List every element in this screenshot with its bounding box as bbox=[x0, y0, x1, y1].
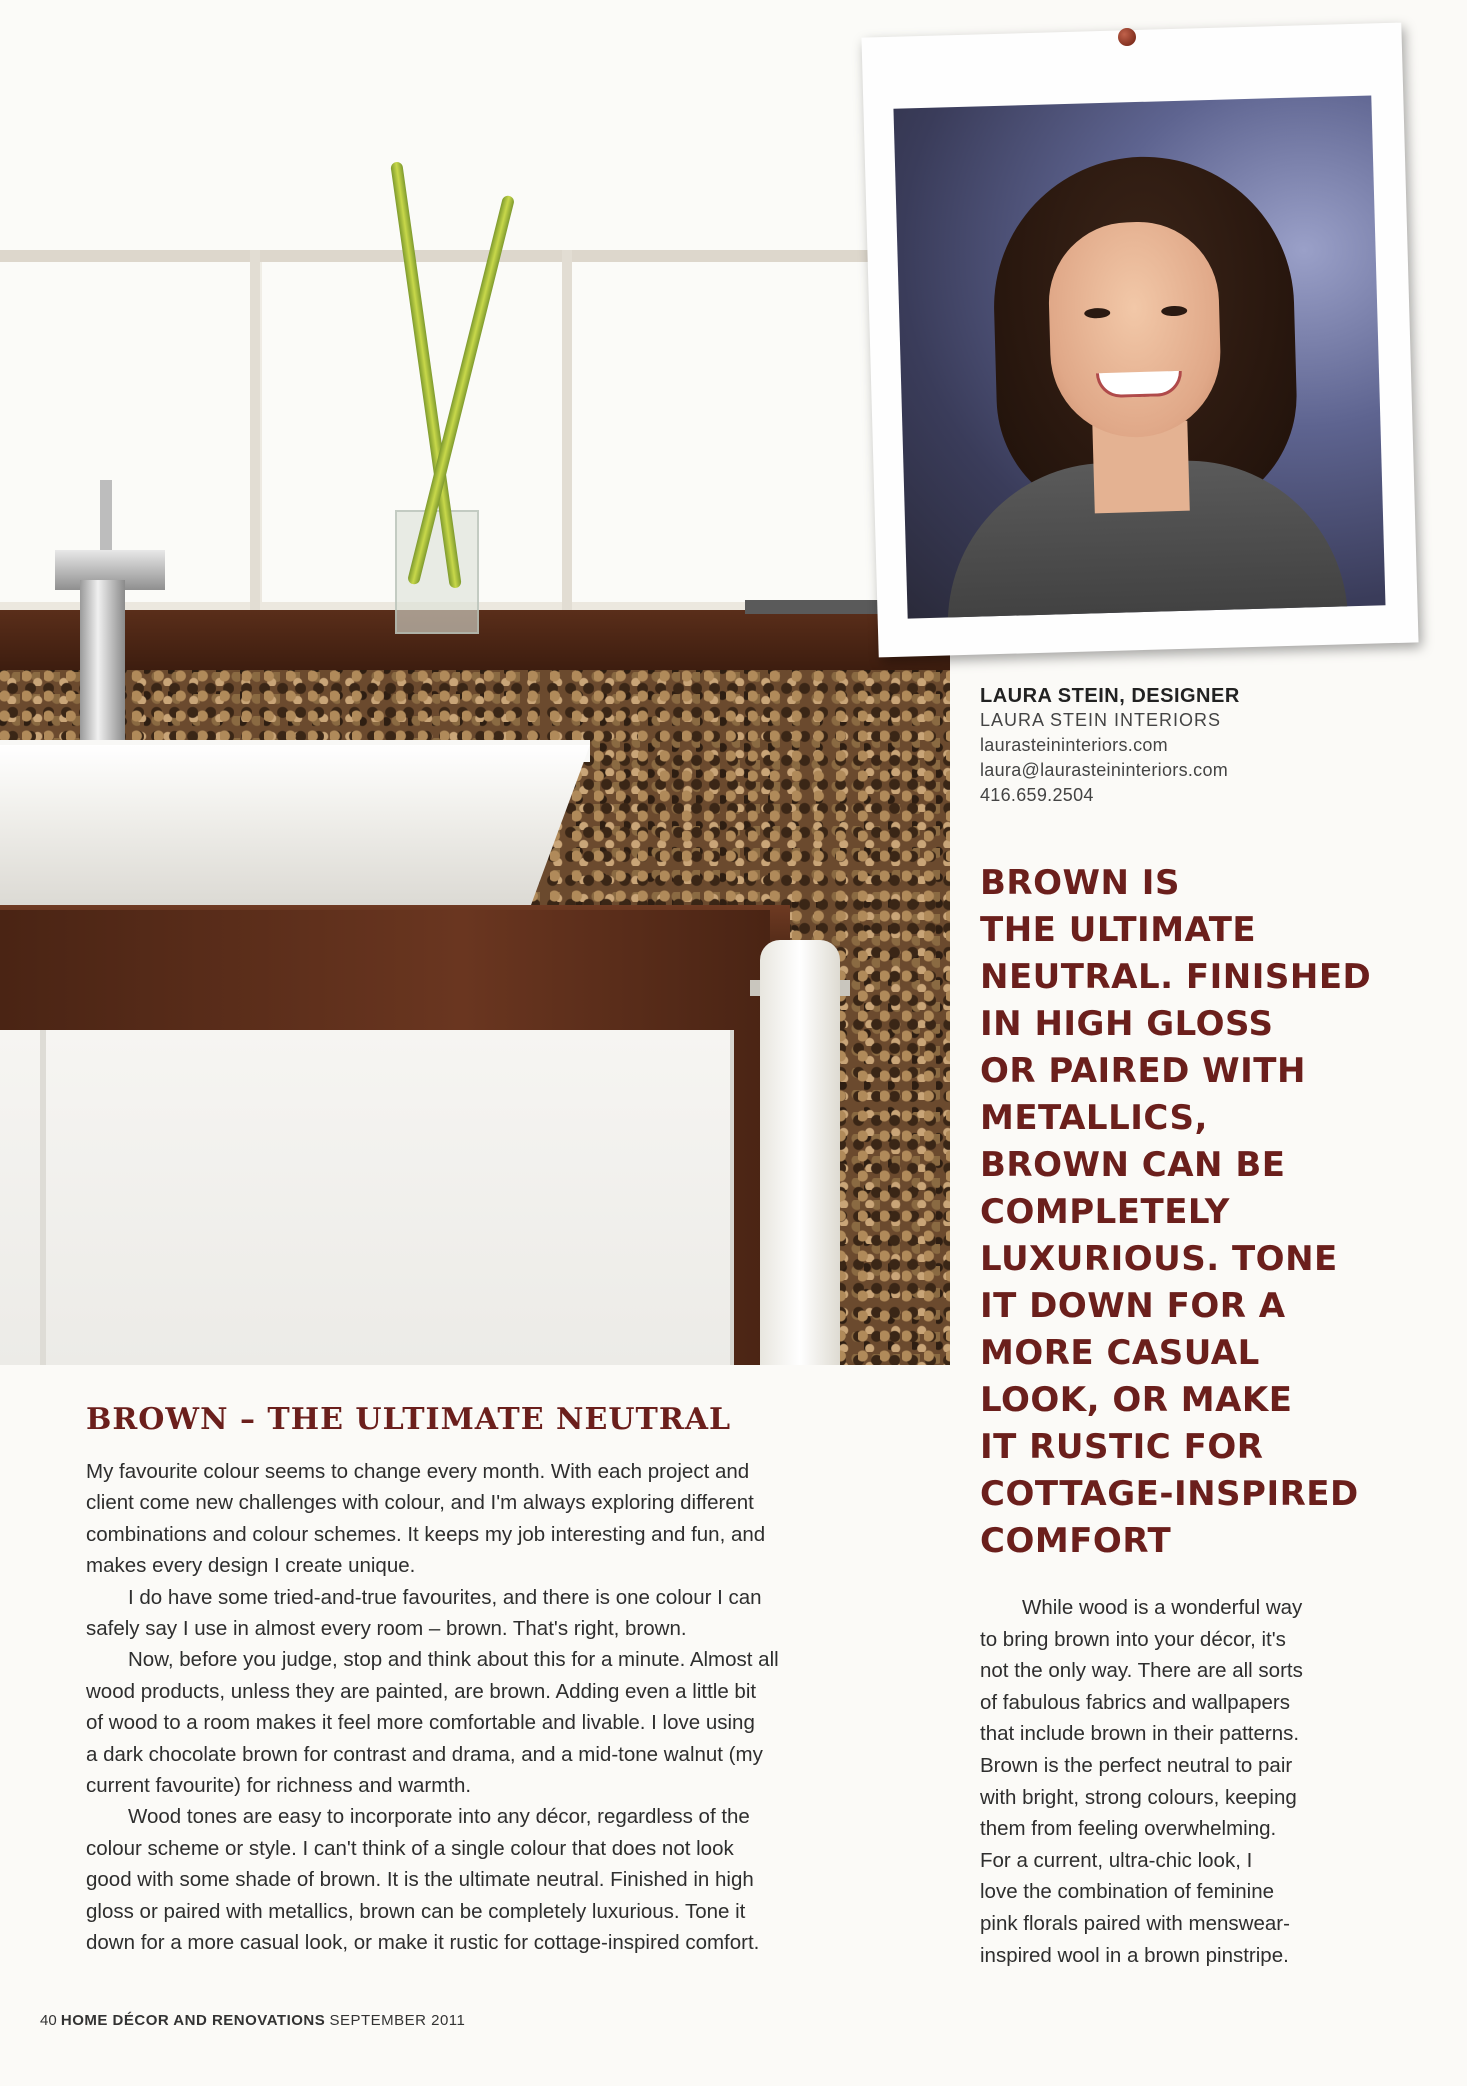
window-upper bbox=[0, 0, 950, 250]
text-line: makes every design I create unique. bbox=[86, 1554, 416, 1578]
text-line: down for a more casual look, or make it rustic for cottage-inspired comfort. bbox=[86, 1931, 760, 1955]
glass-vase bbox=[395, 510, 479, 634]
article-paragraph bbox=[86, 1801, 936, 1958]
text-line: a dark chocolate brown for contrast and drama, and a mid-tone walnut (my bbox=[86, 1742, 763, 1766]
text-line: good with some shade of brown. It is the ultimate neutral. Finished in high bbox=[86, 1868, 754, 1892]
text-line: current favourite) for richness and warmth. bbox=[86, 1774, 472, 1798]
issue-date: SEPTEMBER 2011 bbox=[329, 2012, 466, 2029]
window-mullion bbox=[0, 250, 950, 262]
designer-credits bbox=[980, 685, 1420, 808]
article-paragraph bbox=[86, 1582, 936, 1645]
pull-quote-line: BROWN CAN BE bbox=[980, 1145, 1286, 1185]
pull-quote-line: COMFORT bbox=[980, 1521, 1172, 1561]
designer-name: LAURA STEIN, DESIGNER bbox=[980, 685, 1240, 707]
pull-quote-line: METALLICS, bbox=[980, 1098, 1208, 1138]
text-line: to bring brown into your décor, it's bbox=[980, 1627, 1286, 1651]
text-line: Wood tones are easy to incorporate into any décor, regardless of the bbox=[128, 1805, 750, 1829]
hero-photo bbox=[0, 0, 950, 1365]
designer-website[interactable]: laurasteininteriors.com bbox=[980, 735, 1168, 755]
vessel-sink bbox=[0, 745, 590, 905]
drawer-edge bbox=[40, 1030, 46, 1365]
text-line: love the combination of feminine bbox=[980, 1880, 1275, 1904]
faucet-body bbox=[80, 580, 125, 750]
text-line: inspired wool in a brown pinstripe. bbox=[980, 1943, 1289, 1967]
text-line: not the only way. There are all sorts bbox=[980, 1659, 1303, 1683]
text-line: While wood is a wonderful way bbox=[1022, 1596, 1303, 1619]
text-line: wood products, unless they are painted, are brown. Adding even a little bit bbox=[86, 1679, 757, 1703]
designer-portrait bbox=[893, 95, 1385, 618]
designer-email[interactable]: laura@laurasteininteriors.com bbox=[980, 760, 1229, 780]
pull-quote-line: NEUTRAL. FINISHED bbox=[980, 957, 1372, 997]
pull-quote-line: THE ULTIMATE bbox=[980, 910, 1257, 950]
pull-quote-line: COMPLETELY bbox=[980, 1192, 1230, 1232]
page-number: 40 bbox=[40, 2012, 57, 2029]
article-body-right bbox=[980, 1592, 1420, 1971]
article-paragraph bbox=[86, 1644, 936, 1801]
window-mullion bbox=[250, 250, 260, 610]
pull-quote-line: MORE CASUAL bbox=[980, 1333, 1260, 1373]
text-line: pink florals paired with menswear- bbox=[980, 1911, 1290, 1935]
publication-name: HOME DÉCOR AND RENOVATIONS bbox=[60, 2012, 326, 2029]
article-paragraph bbox=[86, 1456, 936, 1582]
text-line: I do have some tried-and-true favourites, and there is one colour I can bbox=[128, 1585, 762, 1609]
push-pin-icon bbox=[1118, 28, 1136, 46]
text-line: Now, before you judge, stop and think about this for a minute. Almost all bbox=[128, 1648, 779, 1672]
pull-quote bbox=[980, 860, 1430, 1565]
hand-towel bbox=[760, 940, 840, 1365]
text-line: My favourite colour seems to change every month. With each project and bbox=[86, 1460, 750, 1483]
designer-phone: 416.659.2504 bbox=[980, 785, 1094, 805]
text-line: that include brown in their patterns. bbox=[980, 1722, 1300, 1746]
window-mullion bbox=[562, 250, 572, 610]
text-line: with bright, strong colours, keeping bbox=[980, 1785, 1297, 1809]
text-line: of fabulous fabrics and wallpapers bbox=[980, 1690, 1290, 1714]
pull-quote-line: COTTAGE-INSPIRED bbox=[980, 1474, 1359, 1514]
text-line: client come new challenges with colour, and I'm always exploring different bbox=[86, 1491, 754, 1515]
article-heading: BROWN – THE ULTIMATE NEUTRAL bbox=[86, 1402, 732, 1437]
pull-quote-line: IT DOWN FOR A bbox=[980, 1286, 1286, 1326]
text-line: of wood to a room makes it feel more comfortable and livable. I love using bbox=[86, 1711, 755, 1735]
vanity-drawer bbox=[0, 1030, 734, 1365]
faucet-lever bbox=[100, 480, 112, 560]
pull-quote-line: LOOK, OR MAKE bbox=[980, 1380, 1293, 1420]
text-line: colour scheme or style. I can't think of a single colour that does not look bbox=[86, 1836, 734, 1860]
pull-quote-line: IN HIGH GLOSS bbox=[980, 1004, 1274, 1044]
portrait-face bbox=[1047, 220, 1223, 440]
designer-portrait-frame bbox=[861, 23, 1418, 658]
text-line: them from feeling overwhelming. bbox=[980, 1817, 1277, 1841]
pull-quote-line: OR PAIRED WITH bbox=[980, 1051, 1306, 1091]
text-line: gloss or paired with metallics, brown can be completely luxurious. Tone it bbox=[86, 1899, 746, 1923]
article-paragraph bbox=[980, 1592, 1420, 1971]
pull-quote-line: BROWN IS bbox=[980, 863, 1180, 903]
pull-quote-line: LUXURIOUS. TONE bbox=[980, 1239, 1338, 1279]
designer-company: LAURA STEIN INTERIORS bbox=[980, 710, 1222, 730]
text-line: combinations and colour schemes. It keeps my job interesting and fun, and bbox=[86, 1522, 766, 1546]
article-body-left bbox=[86, 1456, 936, 1959]
text-line: Brown is the perfect neutral to pair bbox=[980, 1753, 1293, 1777]
page-footer bbox=[40, 2012, 465, 2029]
text-line: safely say I use in almost every room – brown. That's right, brown. bbox=[86, 1617, 687, 1641]
pull-quote-line: IT RUSTIC FOR bbox=[980, 1427, 1264, 1467]
text-line: For a current, ultra-chic look, I bbox=[980, 1848, 1253, 1872]
